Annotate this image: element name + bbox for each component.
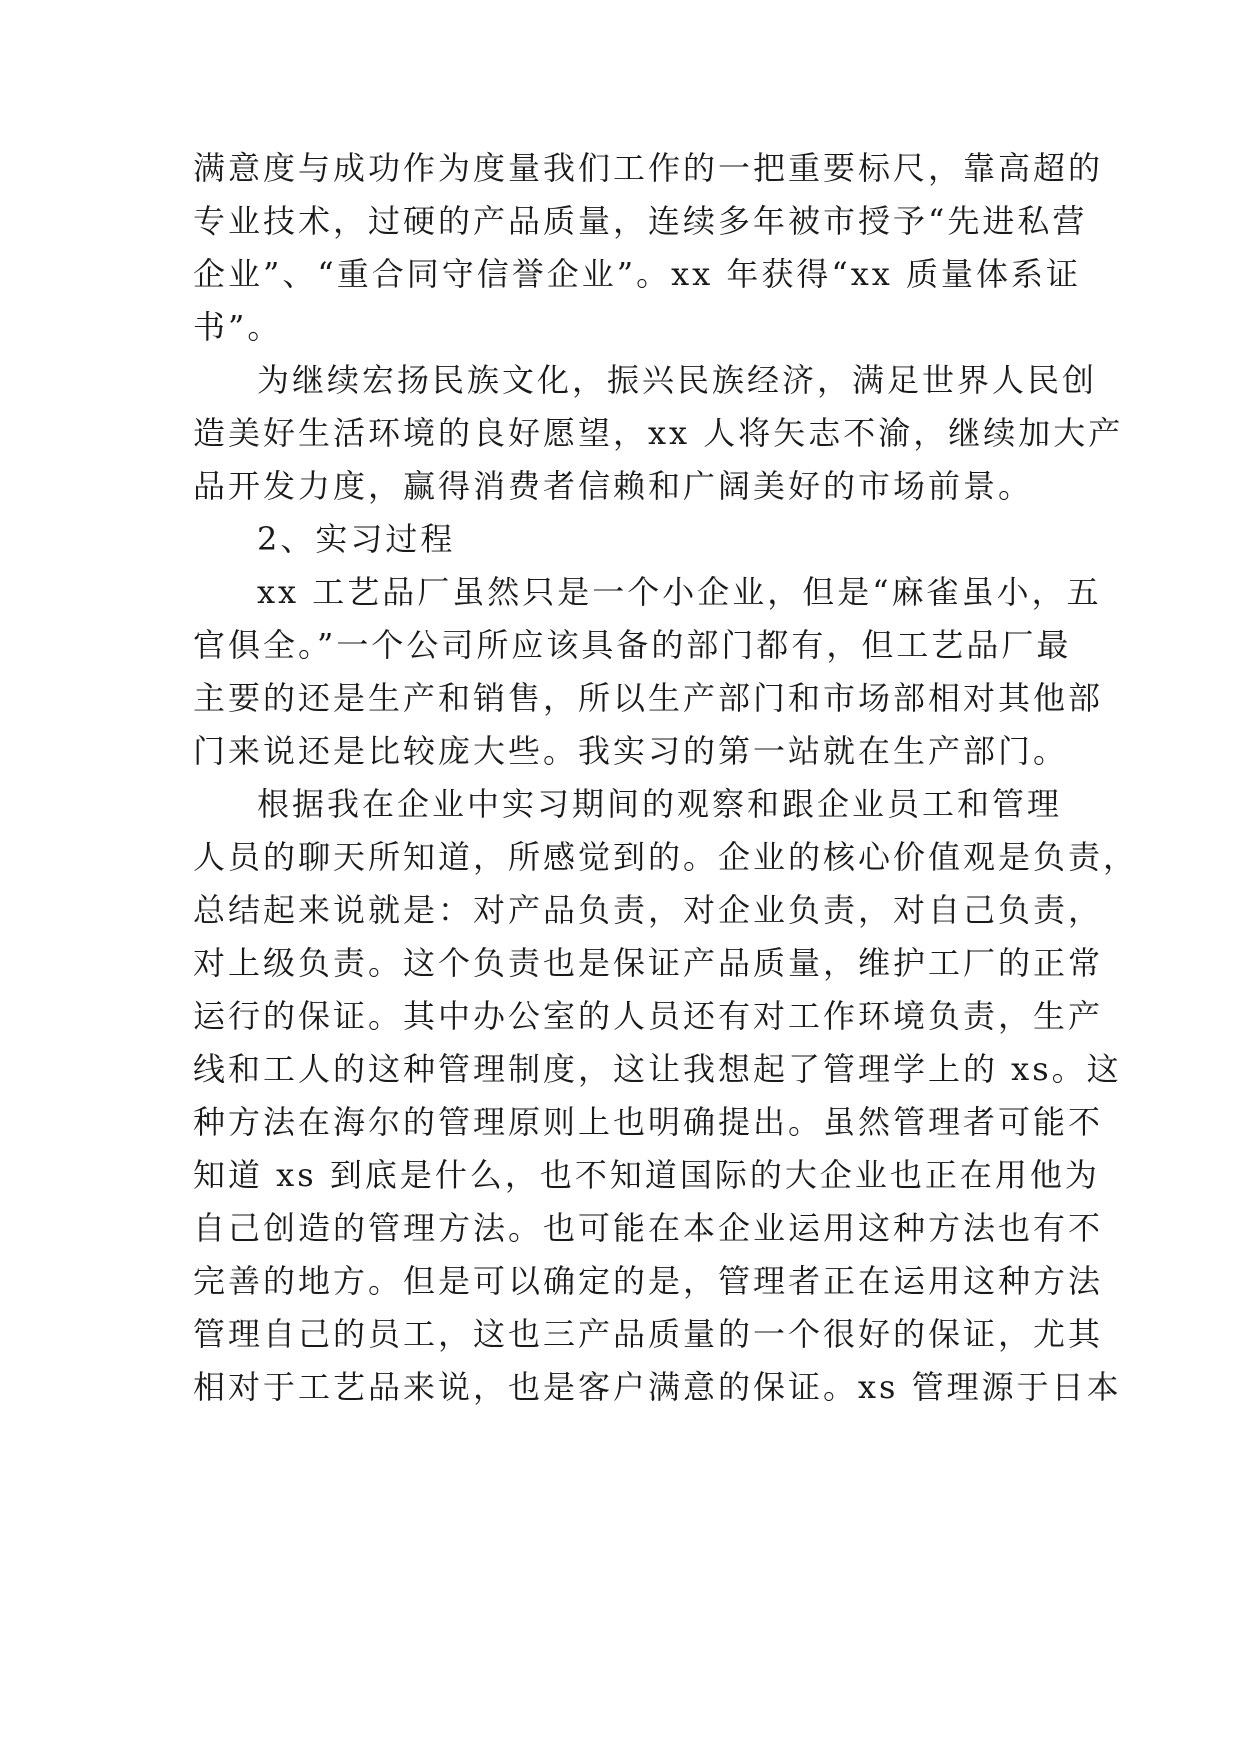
text-line: 管理自己的员工，这也三产品质量的一个很好的保证，尤其 [193, 1315, 1104, 1353]
text-line: 知道 xs 到底是什么，也不知道国际的大企业也正在用他为 [193, 1156, 1100, 1194]
text-line: 企业”、“重合同守信誉企业”。xx 年获得“xx 质量体系证 [193, 255, 1081, 293]
text-line: 为继续宏扬民族文化，振兴民族经济，满足世界人民创 [257, 361, 1098, 399]
text-line: 相对于工艺品来说，也是客户满意的保证。xs 管理源于日本 [193, 1368, 1122, 1406]
text-line: 品开发力度，赢得消费者信赖和广阔美好的市场前景。 [193, 467, 1034, 505]
text-line: 造美好生活环境的良好愿望，xx 人将矢志不渝，继续加大产 [193, 414, 1124, 452]
text-line: 人员的聊天所知道，所感觉到的。企业的核心价值观是负责， [193, 838, 1139, 876]
text-line: 总结起来说就是：对产品负责，对企业负责，对自己负责， [193, 891, 1104, 929]
text-line: 门来说还是比较庞大些。我实习的第一站就在生产部门。 [193, 732, 1069, 770]
text-line: 对上级负责。这个负责也是保证产品质量，维护工厂的正常 [193, 944, 1104, 982]
text-line: 书”。 [193, 308, 283, 346]
text-line: 主要的还是生产和销售，所以生产部门和市场部相对其他部 [193, 679, 1104, 717]
text-line: 完善的地方。但是可以确定的是，管理者正在运用这种方法 [193, 1262, 1104, 1300]
text-line: 根据我在企业中实习期间的观察和跟企业员工和管理 [257, 785, 1063, 823]
section-heading: 2、实习过程 [257, 520, 456, 558]
text-line: 专业技术，过硬的产品质量，连续多年被市授予“先进私营 [193, 202, 1088, 240]
text-line: xx 工艺品厂虽然只是一个小企业，但是“麻雀虽小，五 [257, 573, 1102, 611]
text-line: 线和工人的这种管理制度，这让我想起了管理学上的 xs。这 [193, 1050, 1122, 1088]
text-line: 官俱全。”一个公司所应该具备的部门都有，但工艺品厂最 [193, 626, 1072, 664]
text-line: 自己创造的管理方法。也可能在本企业运用这种方法也有不 [193, 1209, 1104, 1247]
text-line: 种方法在海尔的管理原则上也明确提出。虽然管理者可能不 [193, 1103, 1104, 1141]
text-line: 满意度与成功作为度量我们工作的一把重要标尺，靠高超的 [193, 149, 1104, 187]
text-line: 运行的保证。其中办公室的人员还有对工作环境负责，生产 [193, 997, 1104, 1035]
